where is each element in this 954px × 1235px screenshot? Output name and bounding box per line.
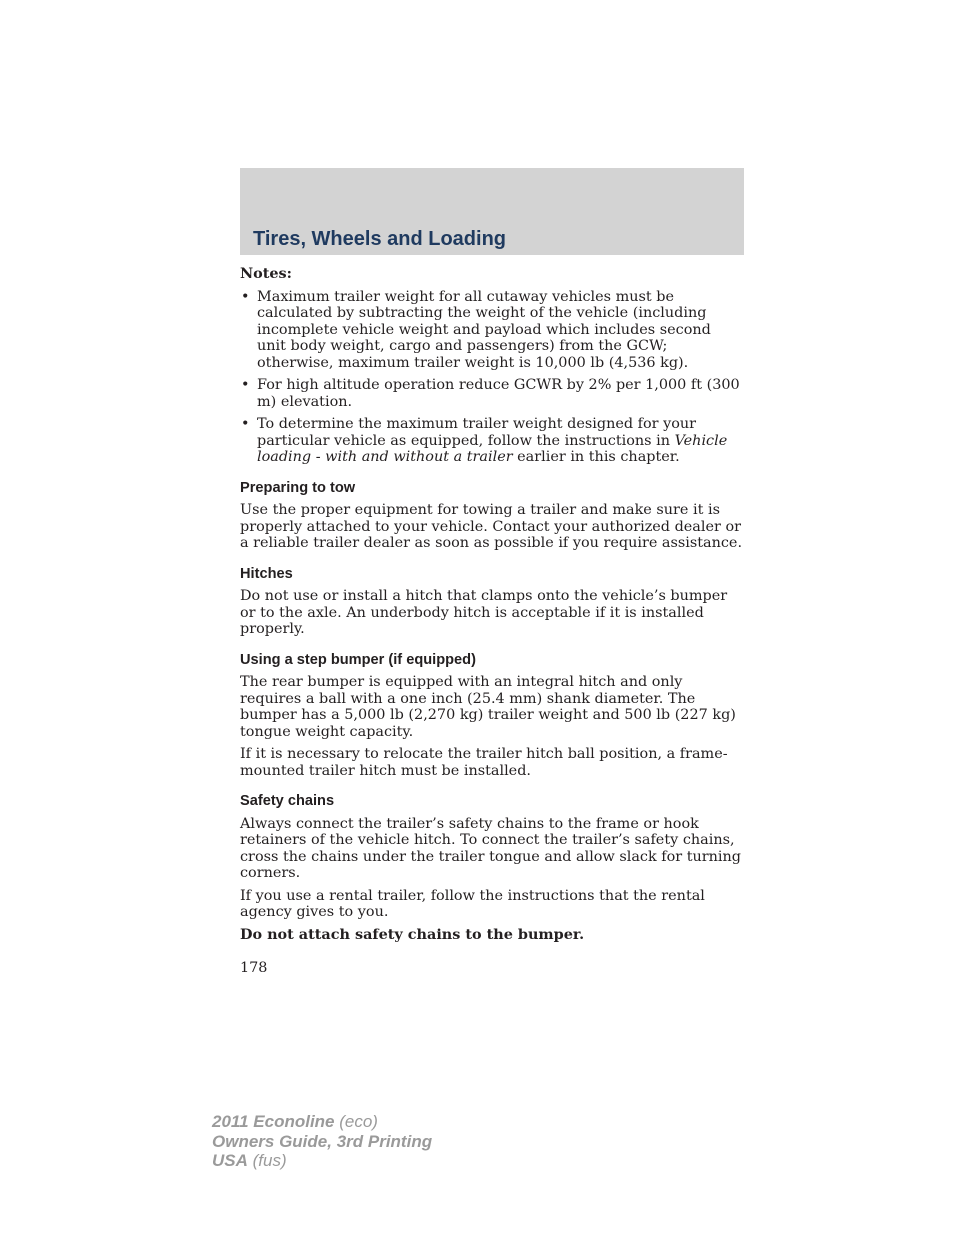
market-name: USA bbox=[212, 1151, 248, 1170]
footer-line bbox=[212, 1112, 432, 1132]
paragraph: The rear bumper is equipped with an integral hitch and only requires a ball with a one inch (25.4 mm) shank diameter. The bumper has a 5,000 lb (2,270 kg) trailer weight and 500 lb (227 kg) tongue weight capacity. bbox=[240, 674, 736, 740]
paragraph: If you use a rental trailer, follow the instructions that the rental agency gives to you. bbox=[240, 887, 705, 920]
footer-line bbox=[212, 1151, 432, 1171]
note-item bbox=[240, 289, 744, 372]
warning-paragraph: Do not attach safety chains to the bumper. bbox=[240, 925, 585, 943]
heading-step-bumper: Using a step bumper (if equipped) bbox=[240, 651, 476, 668]
paragraph: Always connect the trailer’s safety chains to the frame or hook retainers of the vehicle hitch. To connect the trailer’s safety chains, cross the chains under the trailer tongue and allow slack for turning corners. bbox=[240, 815, 742, 881]
market-code: (fus) bbox=[247, 1151, 287, 1170]
paragraph: Use the proper equipment for towing a trailer and make sure it is properly attached to your vehicle. Contact your authorized dealer or a reliable trailer dealer as soon as possible if you require assistance. bbox=[240, 502, 743, 551]
notes-list bbox=[240, 289, 744, 466]
note-text: For high altitude operation reduce GCWR by 2% per 1,000 ft (300 m) elevation. bbox=[257, 377, 740, 410]
paragraph: If it is necessary to relocate the trailer hitch ball position, a frame-mounted trailer hitch must be installed. bbox=[240, 746, 728, 779]
paragraph: Do not use or install a hitch that clamps onto the vehicle’s bumper or to the axle. An underbody hitch is acceptable if it is installed properly. bbox=[240, 588, 728, 637]
model-name: 2011 Econoline bbox=[212, 1112, 335, 1131]
footer-publication-info bbox=[212, 1112, 432, 1171]
notes-label: Notes: bbox=[240, 265, 292, 282]
heading-preparing-to-tow: Preparing to tow bbox=[240, 479, 356, 496]
page-number: 178 bbox=[240, 960, 268, 976]
note-item bbox=[240, 377, 744, 410]
note-text: earlier in this chapter. bbox=[512, 449, 680, 465]
footer-line: Owners Guide, 3rd Printing bbox=[212, 1131, 433, 1151]
note-text: To determine the maximum trailer weight designed for your particular vehicle as equipped, follow the instructions in bbox=[257, 416, 697, 449]
note-text: Maximum trailer weight for all cutaway vehicles must be calculated by subtracting the weight of the vehicle (including incomplete vehicle weight and payload which includes second unit body weight, cargo and passengers) from the GCW; otherwise, maximum trailer weight is 10,000 lb (4,536 kg). bbox=[257, 288, 711, 371]
section-title: Tires, Wheels and Loading bbox=[253, 228, 507, 250]
heading-hitches: Hitches bbox=[240, 565, 293, 582]
page-content bbox=[240, 266, 744, 949]
note-item bbox=[240, 416, 744, 466]
cross-reference: Vehicle loading - with and without a trailer bbox=[257, 432, 728, 465]
section-header-band bbox=[240, 168, 744, 255]
model-code: (eco) bbox=[334, 1112, 378, 1131]
heading-safety-chains: Safety chains bbox=[240, 793, 335, 809]
